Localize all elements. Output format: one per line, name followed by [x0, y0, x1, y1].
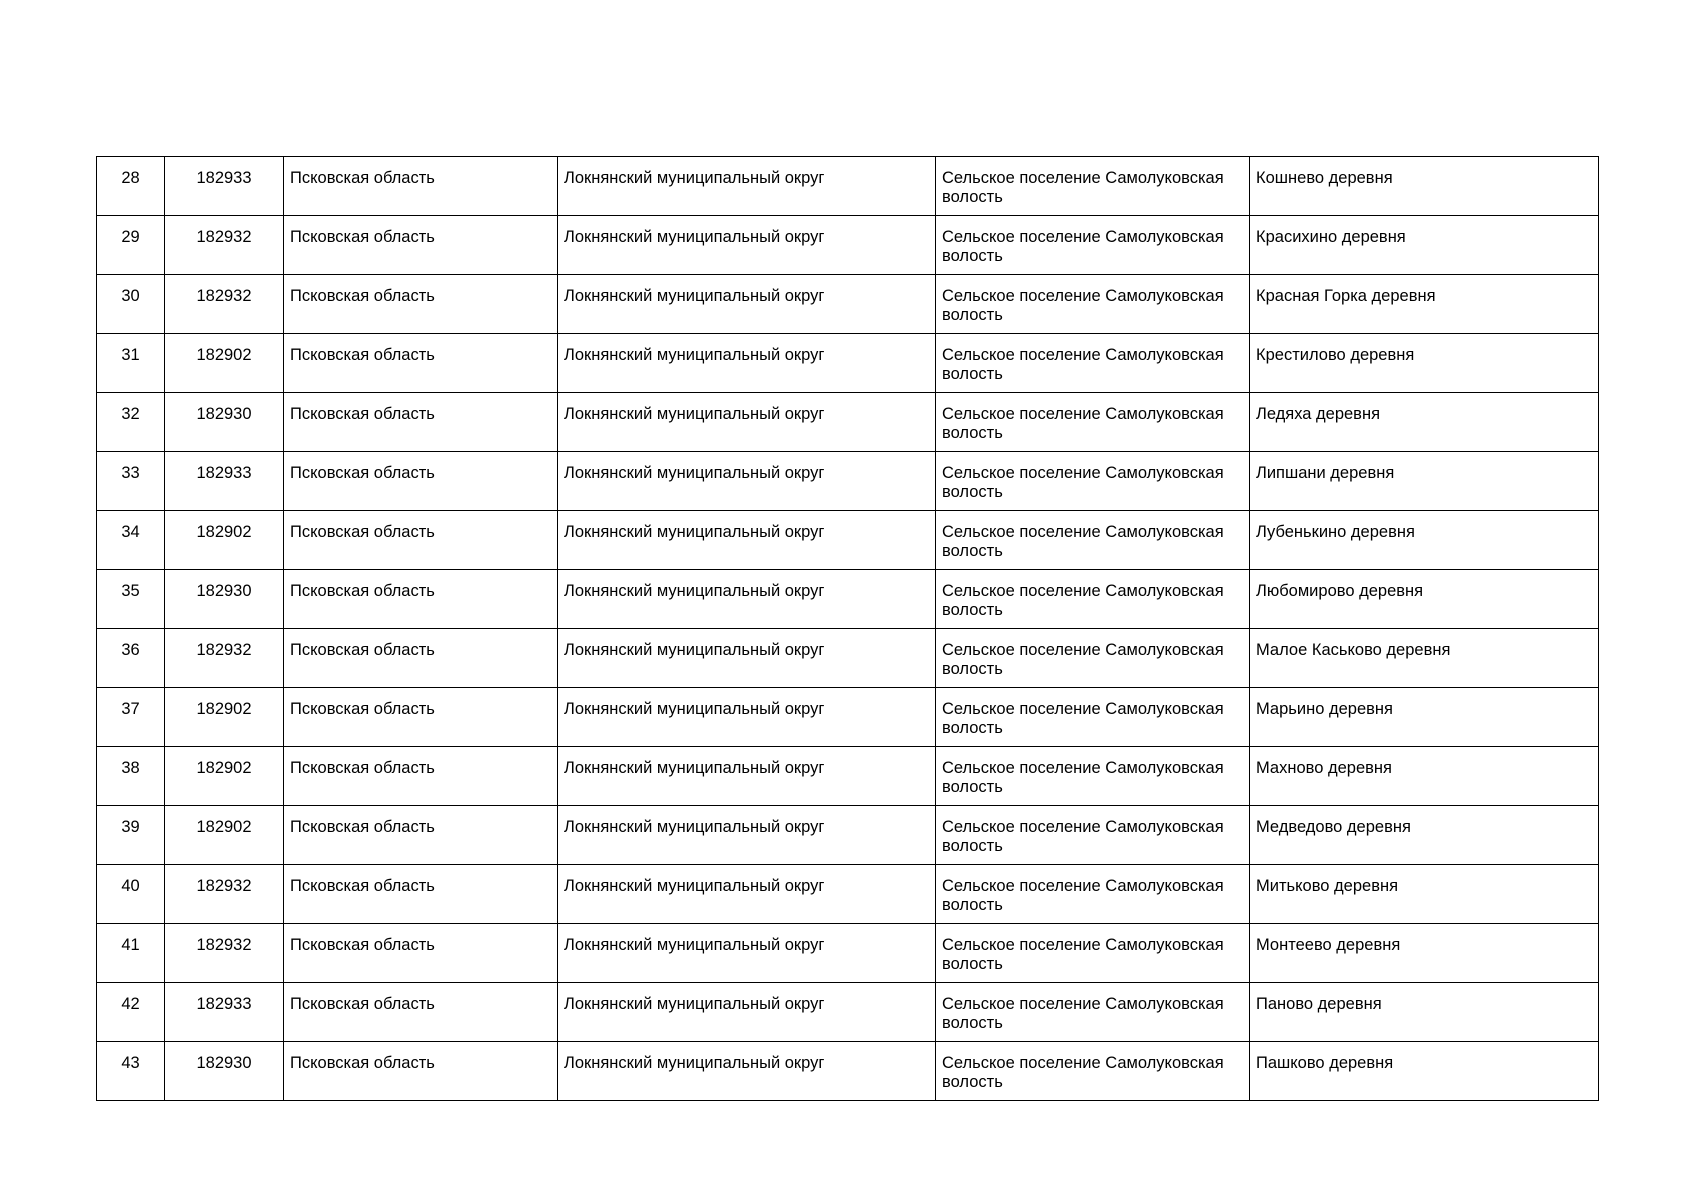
- cell-number: 40: [97, 865, 165, 924]
- cell-region: Псковская область: [284, 983, 558, 1042]
- cell-settlement: Сельское поселение Самолуковская волость: [936, 924, 1250, 983]
- cell-postal-code: 182930: [165, 1042, 284, 1101]
- document-table-wrapper: [96, 156, 1598, 1101]
- cell-district: Локнянский муниципальный округ: [558, 275, 936, 334]
- cell-number: 43: [97, 1042, 165, 1101]
- cell-region: Псковская область: [284, 924, 558, 983]
- cell-settlement: Сельское поселение Самолуковская волость: [936, 216, 1250, 275]
- cell-postal-code: 182902: [165, 334, 284, 393]
- cell-settlement: Сельское поселение Самолуковская волость: [936, 157, 1250, 216]
- cell-postal-code: 182932: [165, 275, 284, 334]
- table-row: [97, 452, 1599, 511]
- cell-number: 32: [97, 393, 165, 452]
- cell-district: Локнянский муниципальный округ: [558, 570, 936, 629]
- cell-postal-code: 182902: [165, 806, 284, 865]
- cell-locality: Красная Горка деревня: [1250, 275, 1599, 334]
- cell-district: Локнянский муниципальный округ: [558, 393, 936, 452]
- cell-region: Псковская область: [284, 629, 558, 688]
- cell-locality: Лубенькино деревня: [1250, 511, 1599, 570]
- cell-region: Псковская область: [284, 747, 558, 806]
- cell-settlement: Сельское поселение Самолуковская волость: [936, 806, 1250, 865]
- cell-settlement: Сельское поселение Самолуковская волость: [936, 983, 1250, 1042]
- cell-locality: Ледяха деревня: [1250, 393, 1599, 452]
- cell-postal-code: 182930: [165, 570, 284, 629]
- cell-district: Локнянский муниципальный округ: [558, 157, 936, 216]
- cell-number: 36: [97, 629, 165, 688]
- cell-district: Локнянский муниципальный округ: [558, 216, 936, 275]
- cell-locality: Крестилово деревня: [1250, 334, 1599, 393]
- cell-locality: Красихино деревня: [1250, 216, 1599, 275]
- cell-number: 39: [97, 806, 165, 865]
- cell-settlement: Сельское поселение Самолуковская волость: [936, 570, 1250, 629]
- cell-locality: Митьково деревня: [1250, 865, 1599, 924]
- cell-postal-code: 182902: [165, 511, 284, 570]
- cell-locality: Паново деревня: [1250, 983, 1599, 1042]
- table-row: [97, 865, 1599, 924]
- cell-number: 34: [97, 511, 165, 570]
- cell-district: Локнянский муниципальный округ: [558, 806, 936, 865]
- cell-settlement: Сельское поселение Самолуковская волость: [936, 629, 1250, 688]
- cell-postal-code: 182902: [165, 747, 284, 806]
- cell-district: Локнянский муниципальный округ: [558, 747, 936, 806]
- cell-postal-code: 182932: [165, 865, 284, 924]
- cell-district: Локнянский муниципальный округ: [558, 865, 936, 924]
- cell-postal-code: 182932: [165, 629, 284, 688]
- cell-region: Псковская область: [284, 393, 558, 452]
- cell-postal-code: 182933: [165, 983, 284, 1042]
- cell-region: Псковская область: [284, 275, 558, 334]
- cell-district: Локнянский муниципальный округ: [558, 511, 936, 570]
- cell-locality: Липшани деревня: [1250, 452, 1599, 511]
- cell-region: Псковская область: [284, 334, 558, 393]
- cell-region: Псковская область: [284, 570, 558, 629]
- cell-locality: Медведово деревня: [1250, 806, 1599, 865]
- cell-number: 35: [97, 570, 165, 629]
- cell-region: Псковская область: [284, 511, 558, 570]
- table-row: [97, 570, 1599, 629]
- cell-district: Локнянский муниципальный округ: [558, 688, 936, 747]
- cell-settlement: Сельское поселение Самолуковская волость: [936, 511, 1250, 570]
- cell-number: 42: [97, 983, 165, 1042]
- cell-settlement: Сельское поселение Самолуковская волость: [936, 747, 1250, 806]
- table-row: [97, 157, 1599, 216]
- cell-settlement: Сельское поселение Самолуковская волость: [936, 1042, 1250, 1101]
- table-body: [97, 157, 1599, 1101]
- cell-district: Локнянский муниципальный округ: [558, 1042, 936, 1101]
- table-row: [97, 511, 1599, 570]
- table-row: [97, 275, 1599, 334]
- cell-settlement: Сельское поселение Самолуковская волость: [936, 275, 1250, 334]
- cell-locality: Махново деревня: [1250, 747, 1599, 806]
- cell-region: Псковская область: [284, 157, 558, 216]
- cell-postal-code: 182933: [165, 452, 284, 511]
- cell-district: Локнянский муниципальный округ: [558, 924, 936, 983]
- cell-district: Локнянский муниципальный округ: [558, 452, 936, 511]
- cell-locality: Монтеево деревня: [1250, 924, 1599, 983]
- cell-settlement: Сельское поселение Самолуковская волость: [936, 334, 1250, 393]
- cell-number: 41: [97, 924, 165, 983]
- cell-postal-code: 182902: [165, 688, 284, 747]
- table-row: [97, 1042, 1599, 1101]
- cell-postal-code: 182930: [165, 393, 284, 452]
- cell-locality: Кошнево деревня: [1250, 157, 1599, 216]
- table-row: [97, 334, 1599, 393]
- cell-locality: Любомирово деревня: [1250, 570, 1599, 629]
- cell-number: 28: [97, 157, 165, 216]
- cell-district: Локнянский муниципальный округ: [558, 983, 936, 1042]
- cell-settlement: Сельское поселение Самолуковская волость: [936, 688, 1250, 747]
- cell-district: Локнянский муниципальный округ: [558, 629, 936, 688]
- cell-number: 38: [97, 747, 165, 806]
- cell-region: Псковская область: [284, 216, 558, 275]
- cell-locality: Малое Каськово деревня: [1250, 629, 1599, 688]
- table-row: [97, 629, 1599, 688]
- cell-region: Псковская область: [284, 452, 558, 511]
- cell-number: 30: [97, 275, 165, 334]
- table-row: [97, 747, 1599, 806]
- cell-locality: Марьино деревня: [1250, 688, 1599, 747]
- cell-district: Локнянский муниципальный округ: [558, 334, 936, 393]
- cell-region: Псковская область: [284, 865, 558, 924]
- table-row: [97, 216, 1599, 275]
- cell-number: 31: [97, 334, 165, 393]
- cell-postal-code: 182933: [165, 157, 284, 216]
- cell-settlement: Сельское поселение Самолуковская волость: [936, 393, 1250, 452]
- table-row: [97, 688, 1599, 747]
- cell-settlement: Сельское поселение Самолуковская волость: [936, 452, 1250, 511]
- table-row: [97, 806, 1599, 865]
- table-row: [97, 983, 1599, 1042]
- cell-settlement: Сельское поселение Самолуковская волость: [936, 865, 1250, 924]
- table-row: [97, 924, 1599, 983]
- cell-postal-code: 182932: [165, 216, 284, 275]
- cell-number: 33: [97, 452, 165, 511]
- cell-number: 37: [97, 688, 165, 747]
- cell-locality: Пашково деревня: [1250, 1042, 1599, 1101]
- settlements-table: [96, 156, 1599, 1101]
- cell-region: Псковская область: [284, 1042, 558, 1101]
- cell-region: Псковская область: [284, 688, 558, 747]
- cell-number: 29: [97, 216, 165, 275]
- table-row: [97, 393, 1599, 452]
- cell-postal-code: 182932: [165, 924, 284, 983]
- cell-region: Псковская область: [284, 806, 558, 865]
